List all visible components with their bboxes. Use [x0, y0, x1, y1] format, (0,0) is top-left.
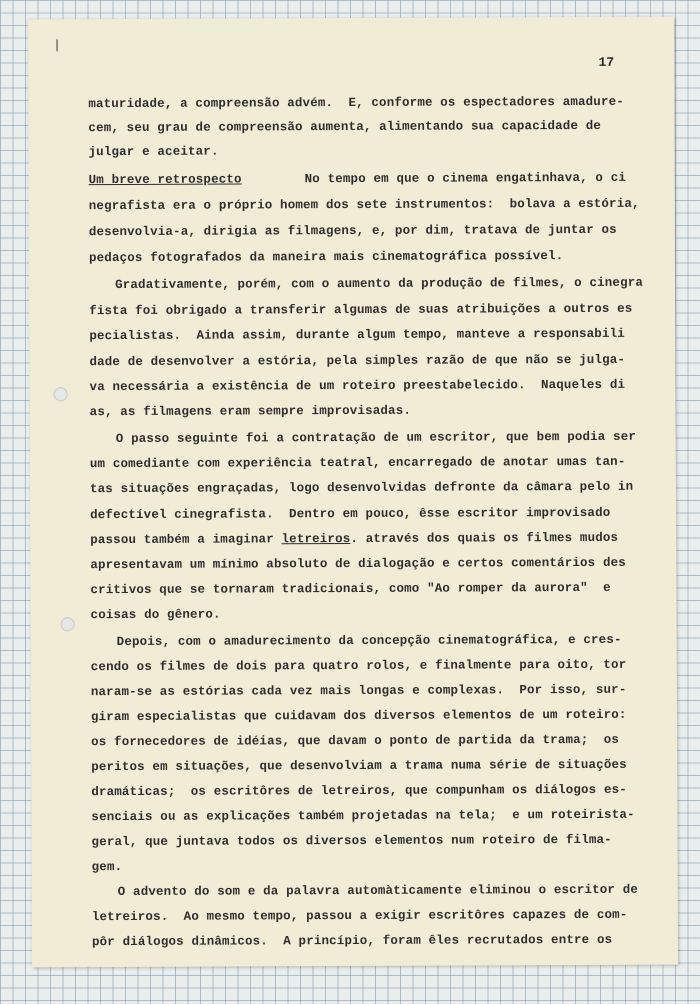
text-line: O advento do som e da palavra automàticamente eliminou o escritor de	[117, 882, 639, 900]
text-line: giram especialistas que cuidavam dos diversos elementos de um roteiro:	[90, 707, 627, 725]
text-line: naram-se as estórias cada vez mais longas e complexas. Por isso, sur-	[90, 682, 627, 700]
punch-hole-icon	[54, 387, 68, 401]
text-line: Gradativamente, porém, com o aumento da produção de filmes, o cinegra	[115, 275, 644, 293]
text-line: desenvolvia-a, dirigia as filmagens, e, por dim, tratava de juntar os	[88, 222, 617, 240]
text-line: defectível cinegrafista. Dentro em pouco, êsse escritor improvisado	[90, 505, 611, 523]
text-line: pedaços fotografados da maneira mais cinematográfica possível.	[88, 249, 564, 266]
text-line: dade de desenvolver a estória, pela simples razão de que não se julga-	[89, 352, 626, 370]
text-line: tas situações engraçadas, logo desenvolvidas defronte da câmara pelo in	[89, 479, 634, 497]
text-line: maturidade, a compreensão advém. E, conforme os espectadores amadure-	[88, 94, 624, 112]
text-line: gem.	[91, 860, 123, 875]
text-segment: passou também a imaginar	[90, 532, 274, 548]
text-line: cem, seu grau de compreensão aumenta, alimentando sua capacidade de	[88, 118, 602, 136]
text-line: os fornecedores de idéias, que davam o ponto de partida da trama; os	[91, 732, 620, 750]
text-line: senciais ou as explicações também projetadas na tela; e um roteirista-	[91, 807, 635, 825]
text-line: pôr diálogos dinâmicos. A princípio, foram êles recrutados entre os	[91, 932, 613, 950]
text-line: Depois, com o amadurecimento da concepção cinematográfica, e cres-	[116, 632, 622, 650]
text-line: O passo seguinte foi a contratação de um escritor, que bem podia ser	[115, 429, 637, 447]
text-line: um comediante com experiência teatral, encarregado de anotar umas tan-	[89, 454, 626, 472]
pencil-mark	[56, 39, 58, 51]
text-line: cendo os filmes de dois para quatro rolos, e finalmente para oito, tor	[90, 657, 627, 675]
underlined-word: letreiros	[281, 532, 351, 547]
text-line: julgar e aceitar.	[88, 144, 219, 160]
text-line: No tempo em que o cinema engatinhava, o ci	[304, 170, 627, 187]
text-line: peritos em situações, que desenvolviam a trama numa série de situações	[91, 757, 627, 775]
text-line: dramáticas; os escritôres de letreiros, que compunham os diálogos es-	[91, 782, 627, 800]
page-number: 17	[598, 54, 615, 70]
text-line: as, as filmagens eram sempre improvisadas.	[89, 403, 412, 420]
typewritten-page	[28, 17, 678, 968]
text-line: va necessária a existência de um roteiro preestabelecido. Naqueles di	[89, 377, 626, 395]
text-line: apresentavam um mínimo absoluto de dialogação e certos comentários des	[90, 555, 626, 573]
section-heading: Um breve retrospecto	[88, 172, 242, 188]
text-line: geral, que juntava todos os diversos elementos num roteiro de filma-	[91, 832, 612, 850]
text-segment: . através dos quais os filmes mudos	[350, 530, 619, 547]
text-line	[90, 531, 618, 547]
text-line: fista foi obrigado a transferir algumas de suas atribuições a outros es	[89, 301, 633, 319]
text-line: letreiros. Ao mesmo tempo, passou a exigir escritôres capazes de com-	[91, 907, 628, 925]
text-line: pecialistas. Ainda assim, durante algum tempo, manteve a responsabili	[89, 326, 625, 344]
text-line: negrafista era o próprio homem dos sete instrumentos: bolava a estória,	[88, 196, 640, 214]
text-line: critivos que se tornaram tradicionais, como "Ao romper da aurora" e	[90, 580, 611, 598]
text-line: coisas do gênero.	[90, 607, 221, 623]
punch-hole-icon	[61, 617, 75, 631]
